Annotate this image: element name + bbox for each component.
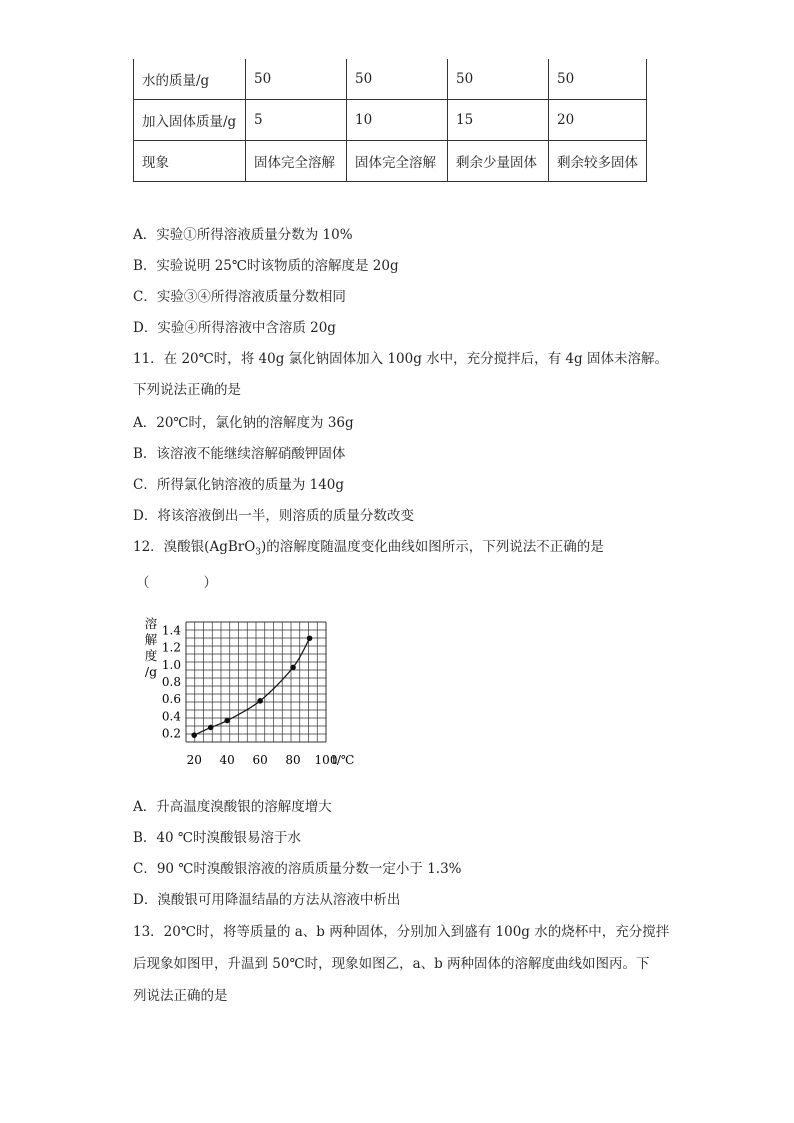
q11-option-d: D．将该溶液倒出一半，则溶质的质量分数改变 xyxy=(133,508,414,524)
y-axis-label: 度 xyxy=(144,648,158,663)
q11-option-c: C．所得氯化钠溶液的质量为 140g xyxy=(133,477,345,493)
table-cell: 20 xyxy=(549,100,647,141)
x-axis-label: t/℃ xyxy=(332,753,355,767)
table-cell: 50 xyxy=(347,59,448,100)
q10-option-d: D．实验④所得溶液中含溶质 20g xyxy=(133,320,336,336)
y-tick-label: 0.6 xyxy=(161,692,181,707)
y-tick-label: 0.4 xyxy=(161,709,181,724)
q12-option-d: D．溴酸银可用降温结晶的方法从溶液中析出 xyxy=(133,892,401,908)
q11-stem-continued: 下列说法正确的是 xyxy=(133,382,241,398)
q12-stem-pre: 12．溴酸银(AgBrO xyxy=(133,539,256,555)
table-cell: 10 xyxy=(347,100,448,141)
table-cell: 50 xyxy=(246,59,347,100)
q13-stem-line-2: 后现象如图甲，升温到 50℃时，现象如图乙，a、b 两种固体的溶解度曲线如图丙。下 xyxy=(133,956,650,972)
data-point xyxy=(208,725,214,731)
q10-option-c: C．实验③④所得溶液质量分数相同 xyxy=(133,289,346,305)
data-point xyxy=(290,665,296,671)
solubility-chart xyxy=(138,612,378,772)
data-point xyxy=(307,635,313,641)
table-cell: 剩余较多固体 xyxy=(549,141,647,182)
q11-option-b: B．该溶液不能继续溶解硝酸钾固体 xyxy=(133,446,346,462)
y-axis-label: 解 xyxy=(144,632,158,647)
q10-option-b: B．实验说明 25℃时该物质的溶解度是 20g xyxy=(133,258,399,274)
q10-option-a: A．实验①所得溶液质量分数为 10% xyxy=(133,227,353,243)
table-cell: 固体完全溶解 xyxy=(246,141,347,182)
table-cell: 5 xyxy=(246,100,347,141)
x-tick-label: 60 xyxy=(252,753,268,767)
y-axis-label: /g xyxy=(144,664,158,679)
x-tick-label: 100 xyxy=(314,753,338,767)
q12-stem xyxy=(133,535,604,558)
q11-stem: 11．在 20℃时，将 40g 氯化钠固体加入 100g 水中，充分搅拌后，有 4g 固体未溶解。 xyxy=(133,351,668,367)
y-axis-label: 溶 xyxy=(144,616,158,631)
y-tick-label: 1.0 xyxy=(161,657,181,672)
x-tick-label: 40 xyxy=(219,753,235,767)
q12-option-b: B．40 ℃时溴酸银易溶于水 xyxy=(133,830,301,846)
table-row xyxy=(134,59,647,100)
q12-stem-post: )的溶解度随温度变化曲线如图所示，下列说法不正确的是 xyxy=(261,539,604,555)
solubility-curve xyxy=(194,638,309,735)
q11-option-a: A．20℃时，氯化钠的溶解度为 36g xyxy=(133,415,354,431)
table-cell: 15 xyxy=(448,100,549,141)
q12-option-c: C．90 ℃时溴酸银溶液的溶质质量分数一定小于 1.3% xyxy=(133,861,462,877)
experiment-table xyxy=(133,59,647,182)
y-tick-label: 1.2 xyxy=(161,640,181,655)
table-row xyxy=(134,100,647,141)
x-tick-label: 80 xyxy=(285,753,301,767)
data-point xyxy=(191,732,197,738)
q12-stem-subscript: 3 xyxy=(255,547,262,558)
q13-stem-line-3: 列说法正确的是 xyxy=(133,988,228,1004)
y-tick-label: 1.4 xyxy=(161,623,181,638)
table-cell: 50 xyxy=(549,59,647,100)
table-cell: 剩余少量固体 xyxy=(448,141,549,182)
table-cell: 加入固体质量/g xyxy=(134,100,246,141)
table-cell: 水的质量/g xyxy=(134,59,246,100)
x-tick-label: 20 xyxy=(186,753,202,767)
table-cell: 现象 xyxy=(134,141,246,182)
q12-option-a: A．升高温度溴酸银的溶解度增大 xyxy=(133,799,332,815)
table-cell: 50 xyxy=(448,59,549,100)
data-point xyxy=(257,698,263,704)
table-cell: 固体完全溶解 xyxy=(347,141,448,182)
data-point xyxy=(224,718,230,724)
q13-stem-line-1: 13．20℃时，将等质量的 a、b 两种固体，分别加入到盛有 100g 水的烧杯中，充分搅拌 xyxy=(133,924,670,940)
table-row xyxy=(134,141,647,182)
y-tick-label: 0.2 xyxy=(161,726,181,741)
y-tick-label: 0.8 xyxy=(161,675,181,689)
answer-bracket: （ ） xyxy=(136,575,217,591)
